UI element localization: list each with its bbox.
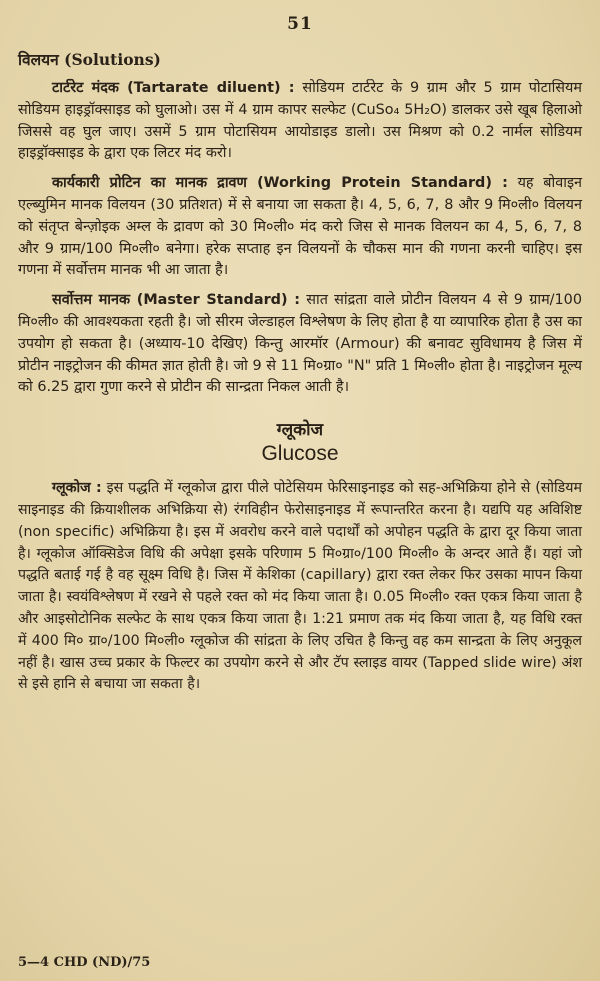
section-heading-solutions: [18, 48, 582, 70]
term-working-protein-standard: कार्यकारी प्रोटिन का मानक द्रावण (Working Protein Standard) :: [52, 175, 508, 192]
term-master-standard: सर्वोत्तम मानक (Master Standard) :: [52, 292, 300, 309]
paragraph-tartarate-diluent: [18, 78, 582, 165]
page-footer: 5—4 CHD (ND)/75: [18, 955, 151, 970]
text-working-protein-standard: यह बोवाइन एल्ब्युमिन मानक विलयन (30 प्रतिशत) में से बनाया जा सकता है। 4, 5, 6, 7, 8 और 9 मि०ली० विलयन को संतृप्त बेन्ज़ोइक अम्ल के द्रावण को 30 मि०ली० मंद करो जिस से मानक विलयन का 4, 5, 6, 7, 8 और 9 ग्राम/100 मि०ली० बनेगा। हरेक सप्ताह इन विलयनों के चौकस मान की गणना करनी चाहिए। इस गणना में सर्वोत्तम मानक भी आ जाता है।: [18, 175, 582, 279]
glucose-heading-english: Glucose: [261, 442, 339, 466]
paragraph-master-standard: [18, 290, 582, 399]
term-tartarate-diluent: टार्टरेट मंदक (Tartarate diluent) :: [52, 80, 295, 96]
section-heading-english: (Solutions): [64, 50, 161, 69]
page-number: 51: [287, 14, 313, 34]
glucose-heading-hindi: ग्लूकोज: [276, 420, 324, 441]
term-glucose: ग्लूकोज :: [52, 480, 102, 497]
text-glucose: इस पद्धति में ग्लूकोज द्वारा पीले पोटेसियम फेरिसाइनाइड को सह-अभिक्रिया होने से (सोडियम साइनाइड की क्रियाशीलक अभिक्रिया से) रंगविहीन फेरोसाइनाइड में रूपान्तरित करना है। यद्यपि यह अविशिष्ट (non specific) अभिक्रिया है। इस में अवरोध करने वाले पदार्थों को अपोहन पद्धति के द्वारा दूर किया जाता है। ग्लूकोज ऑक्सिडेज विधि की अपेक्षा इसके परिणाम 5 मि०ग्रा०/100 मि०ली० के अन्दर आते हैं। यहां जो पद्धति बताई गई है वह सूक्ष्म विधि है। जिस में केशिका (capillary) द्वारा रक्त लेकर फिर उसका मापन किया जाता है। स्वयंविश्लेषण में रखने से पहले रक्त को मंद किया जाता है। 0.05 मि०ली० रक्त एकत्र किया जाता है और आइसोटोनिक सल्फेट के साथ एकत्र किया जाता है। 1:21 प्रमाण तक मंद किया जाता है, यह विधि रक्त में 400 मि० ग्रा०/100 मि०ली० ग्लूकोज की सांद्रता के लिए उचित है किन्तु वह कम सान्द्रता के लिए अनुकूल नहीं है। खास उच्च प्रकार के फिल्टर का उपयोग करने से और टॅप स्लाइड वायर (Tapped slide wire) अंश से इसे हानि से बचाया जा सकता है।: [18, 480, 582, 693]
section-heading-hindi: विलयन: [18, 51, 59, 69]
paragraph-working-protein-standard: [18, 173, 582, 282]
text-master-standard: सात सांद्रता वाले प्रोटीन विलयन 4 से 9 ग्राम/100 मि०ली० की आवश्यकता रहती है। जो सीरम जेल्डाहल विश्लेषण के लिए होता है या व्यापारिक होता है उस का उपयोग हो सकता है। (अध्याय-10 देखिए) किन्तु आरमॉर (Armour) की बनावट सुविधामय है जिस में प्रोटीन नाइट्रोजन की कीमत ज्ञात होती है। जो 9 से 11 मि०ग्रा० "N" प्रति 1 मि०ली० होता है। नाइट्रोजन मूल्य को 6.25 द्वारा गुणा करने से प्रोटीन की सान्द्रता निकल आती है।: [18, 292, 582, 396]
text-tartarate-diluent: सोडियम टार्टरेट के 9 ग्राम और 5 ग्राम पोटासियम सोडियम हाइड्रॉक्साइड को घुलाओ। उस में 4 ग्राम कापर सल्फेट (CuSo₄ 5H₂O) डालकर उसे खूब हिलाओ जिससे वह घुल जाए। उसमें 5 ग्राम पोटासियम आयोडाइड डालो। उस मिश्रण को 0.2 नार्मल सोडियम हाइड्रॉक्साइड के द्वारा एक लिटर मंद करो।: [18, 80, 582, 162]
paragraph-glucose: [18, 478, 582, 696]
